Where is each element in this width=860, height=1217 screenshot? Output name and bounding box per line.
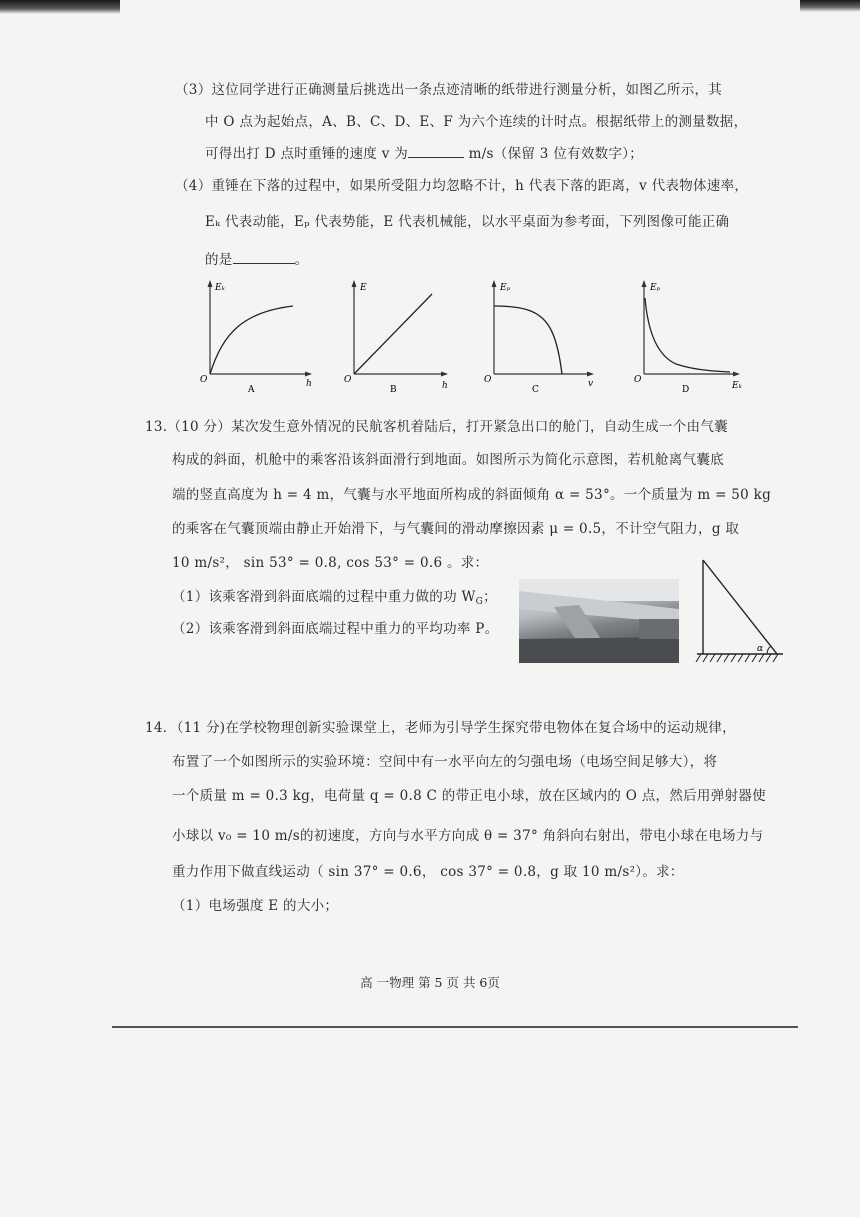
scan-edge-shadow xyxy=(0,0,120,14)
graph-b-origin: O xyxy=(344,375,352,385)
q13-line3: 端的竖直高度为 h = 4 m，气囊与水平地面所构成的斜面倾角 α = 53°。一个质量为 m = 50 kg xyxy=(172,487,772,503)
answer-blank[interactable] xyxy=(408,145,464,158)
page-bottom-rule xyxy=(112,1026,798,1028)
q13-line2: 构成的斜面，机舱中的乘客沿该斜面滑行到地面。如图所示为简化示意图，若机舱离气囊底 xyxy=(172,452,724,468)
q13-sub1 xyxy=(172,585,497,607)
q13-sub1-subscript: G xyxy=(475,597,484,607)
graph-b-xlabel: h xyxy=(442,381,448,391)
graph-a-ylabel: Eₖ xyxy=(215,283,225,293)
q14-line3: 一个质量 m = 0.3 kg，电荷量 q = 0.8 C 的带正电小球，放在区域内的 O 点，然后用弹射器使 xyxy=(172,788,766,804)
graph-c-label: C xyxy=(532,385,539,395)
scan-edge-shadow xyxy=(800,0,860,12)
graph-b xyxy=(342,278,462,402)
graph-b-ylabel: E xyxy=(360,283,367,293)
q12-part4-line2: Eₖ 代表动能，Eₚ 代表势能，E 代表机械能，以水平桌面为参考面，下列图像可能正确 xyxy=(205,214,730,230)
q12-part3-line1: （3）这位同学进行正确测量后挑选出一条点迹清晰的纸带进行测量分析，如图乙所示，其 xyxy=(175,82,723,98)
q12-part3-line3 xyxy=(205,142,643,162)
q13-line5: 10 m/s²， sin 53° = 0.8, cos 53° = 0.6 。求： xyxy=(172,555,489,571)
evacuation-slide-photo xyxy=(519,579,679,663)
graph-c xyxy=(482,278,602,402)
period: 。 xyxy=(294,252,309,268)
q14-line4: 小球以 v₀ = 10 m/s的初速度，方向与水平方向成 θ = 37° 角斜向右射出，带电小球在电场力与 xyxy=(172,828,764,844)
answer-blank[interactable] xyxy=(233,251,295,264)
page-footer: 高 一物理 第 5 页 共 6页 xyxy=(360,975,500,990)
graph-a-label: A xyxy=(248,385,255,395)
graph-a-xlabel: h xyxy=(306,379,312,389)
graph-b-label: B xyxy=(390,385,397,395)
q12-part4-line3 xyxy=(205,248,308,268)
q12-part4-text: 的是 xyxy=(205,252,233,268)
graph-d-label: D xyxy=(682,385,690,395)
q14-line1: 14．（11 分)在学校物理创新实验课堂上，老师为引导学生探究带电物体在复合场中的运动规律， xyxy=(145,720,736,736)
incline-diagram xyxy=(695,556,790,670)
q13-sub1-end: ； xyxy=(483,589,497,605)
graph-c-ylabel: Eₚ xyxy=(500,283,511,293)
q13-line4: 的乘客在气囊顶端由静止开始滑下，与气囊间的滑动摩擦因素 μ = 0.5，不计空气阻力，g 取 xyxy=(172,521,740,537)
q14-sub1: （1）电场强度 E 的大小； xyxy=(172,898,339,914)
graph-d-xlabel: Eₖ xyxy=(732,381,742,391)
q12-part3-line2: 中 O 点为起始点，A、B、C、D、E、F 为六个连续的计时点。根据纸带上的测量数据， xyxy=(205,114,748,130)
q14-line5: 重力作用下做直线运动（ sin 37° = 0.6， cos 37° = 0.8，g 取 10 m/s²）。求： xyxy=(172,864,684,880)
q13-line1: 13.（10 分）某次发生意外情况的民航客机着陆后，打开紧急出口的舱门，自动生成一个由气囊 xyxy=(145,419,728,435)
graph-a-origin: O xyxy=(200,375,208,385)
graph-d-origin: O xyxy=(634,375,642,385)
angle-alpha-label: α xyxy=(757,644,764,654)
graph-c-origin: O xyxy=(484,375,492,385)
q12-part4-line1: （4）重锤在下落的过程中，如果所受阻力均忽略不计，h 代表下落的距离，v 代表物体速率， xyxy=(175,178,749,194)
graph-d xyxy=(632,278,752,402)
q12-part3-text: 可得出打 D 点时重锤的速度 v 为 xyxy=(205,146,409,162)
graph-a xyxy=(198,278,318,402)
q12-part3-unit: m/s（保留 3 位有效数字）； xyxy=(464,146,644,162)
q14-line2: 布置了一个如图所示的实验环境：空间中有一水平向左的匀强电场（电场空间足够大），将 xyxy=(172,754,718,770)
q13-sub1-text: （1）该乘客滑到斜面底端的过程中重力做的功 W xyxy=(172,589,476,605)
graph-c-xlabel: v xyxy=(588,379,594,389)
graph-d-ylabel: Eₚ xyxy=(650,283,661,293)
q13-sub2: （2）该乘客滑到斜面底端过程中重力的平均功率 P。 xyxy=(172,621,499,637)
